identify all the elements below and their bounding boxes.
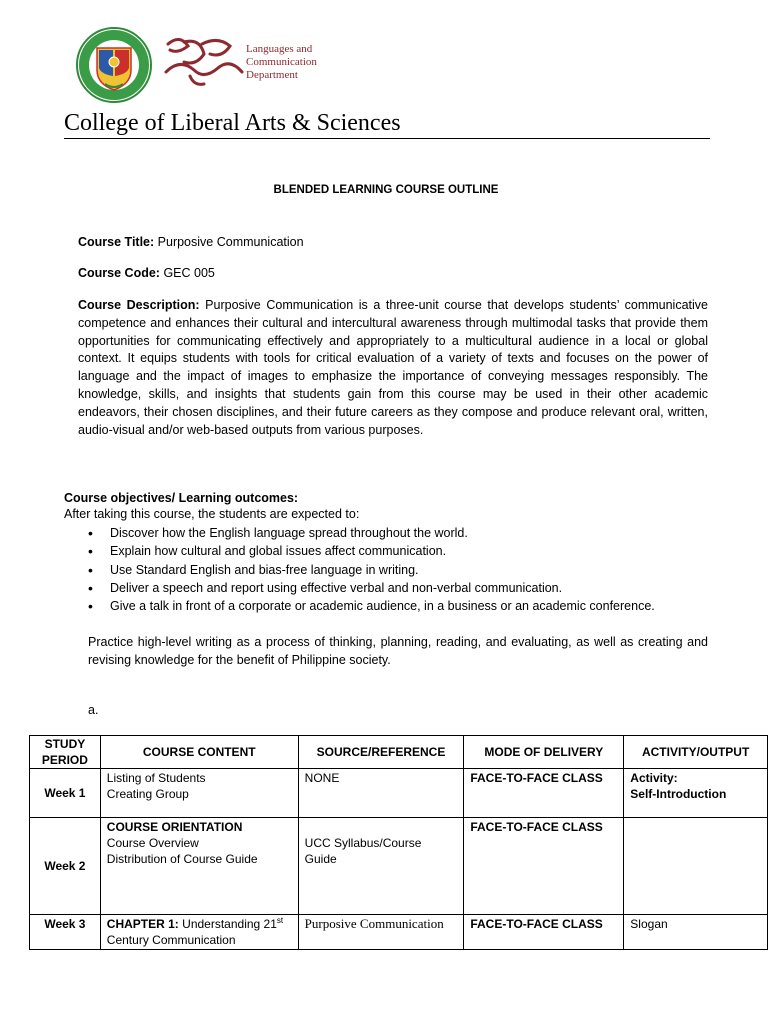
course-title-value: Purposive Communication xyxy=(157,235,304,249)
objective-item: • Explain how cultural and global issues affect communication. xyxy=(85,542,710,560)
mode-cell: FACE-TO-FACE CLASS xyxy=(464,769,624,818)
course-outline-table xyxy=(29,735,768,950)
mode-cell: FACE-TO-FACE CLASS xyxy=(464,915,624,950)
table-header-row xyxy=(30,736,768,769)
course-code-field xyxy=(78,266,215,280)
activity-cell xyxy=(624,818,768,915)
header-activity-output: ACTIVITY/OUTPUT xyxy=(624,736,768,769)
week-cell: Week 1 xyxy=(30,769,101,818)
course-description-text: Purposive Communication is a three-unit course that develops students’ communicative competence and enhances their cultural and intercultural awareness through multimodal tasks that provide them opportunities for communicating effectively and appropriately to a multicultural audience in a local or global context. It equips students with tools for critical evaluation of a variety of texts and focuses on the power of language and the impact of images to emphasize the importance of conveying messages responsibly. The knowledge, skills, and insights that students gain from this course may be used in their other academic endeavors, their chosen disciplines, and their future careers as they compose and produce relevant oral, written, audio-visual and/or web-based outputs from various purposes. xyxy=(78,298,708,437)
objective-item: • Discover how the English language spread throughout the world. xyxy=(85,524,710,542)
table-row xyxy=(30,769,768,818)
activity-cell: Slogan xyxy=(624,915,768,950)
course-title-field xyxy=(78,235,304,249)
department-name-line-3: Department xyxy=(246,69,298,81)
content-line: Creating Group xyxy=(106,787,189,801)
header-divider xyxy=(64,138,710,139)
week-cell: Week 3 xyxy=(30,915,101,950)
header-study-period xyxy=(30,736,101,769)
content-line: Distribution of Course Guide xyxy=(106,852,258,866)
department-name-line-2: Communication xyxy=(246,56,317,68)
week-cell: Week 2 xyxy=(30,818,101,915)
department-logo xyxy=(160,32,246,92)
header-course-content: COURSE CONTENT xyxy=(100,736,298,769)
content-cell xyxy=(100,818,298,915)
content-line xyxy=(107,916,292,932)
ordinal-suffix: st xyxy=(276,916,284,925)
content-cell xyxy=(100,915,298,950)
content-line: Course Overview xyxy=(106,836,199,850)
source-cell: NONE xyxy=(298,769,464,818)
header-study-period-line-2: PERIOD xyxy=(41,753,88,767)
practice-paragraph: Practice high-level writing as a process of thinking, planning, reading, and evaluating, as well as creating and revising knowledge for the benefit of Philippine society. xyxy=(88,635,708,667)
course-code-value: GEC 005 xyxy=(163,266,215,280)
source-cell xyxy=(298,818,464,915)
activity-line: Self-Introduction xyxy=(630,787,727,801)
content-line: COURSE ORIENTATION xyxy=(106,820,243,834)
course-title-label: Course Title: xyxy=(78,235,155,249)
table-row xyxy=(30,818,768,915)
objective-item: • Use Standard English and bias-free language in writing. xyxy=(85,561,710,579)
objective-item: • Deliver a speech and report using effective verbal and non-verbal communication. xyxy=(85,579,710,597)
chapter-title: Understanding 21 xyxy=(182,917,277,931)
header-mode-of-delivery: MODE OF DELIVERY xyxy=(464,736,624,769)
table-row xyxy=(30,915,768,950)
course-description xyxy=(78,297,708,439)
university-seal-logo xyxy=(75,26,153,104)
activity-line: Activity: xyxy=(630,771,678,785)
source-spacer xyxy=(305,819,458,835)
content-cell xyxy=(100,769,298,818)
list-marker: a. xyxy=(88,703,99,717)
outline-title: BLENDED LEARNING COURSE OUTLINE xyxy=(273,184,499,196)
objectives-heading: Course objectives/ Learning outcomes: xyxy=(64,491,299,505)
department-name-line-1: Languages and xyxy=(246,43,313,55)
header-study-period-line-1: STUDY xyxy=(44,737,86,751)
activity-cell xyxy=(624,769,768,818)
chapter-label: CHAPTER 1: xyxy=(106,917,179,931)
mode-cell: FACE-TO-FACE CLASS xyxy=(464,818,624,915)
course-code-label: Course Code: xyxy=(78,266,160,280)
header-source-reference: SOURCE/REFERENCE xyxy=(298,736,464,769)
objective-item: • Give a talk in front of a corporate or academic audience, in a business or an academic conference. xyxy=(85,597,710,615)
content-line: Listing of Students xyxy=(106,771,206,785)
objectives-list xyxy=(85,524,710,615)
source-line: Guide xyxy=(304,852,337,866)
source-cell: Purposive Communication xyxy=(298,915,464,950)
course-description-label: Course Description: xyxy=(78,298,200,312)
objectives-intro: After taking this course, the students are expected to: xyxy=(64,507,360,521)
college-name: College of Liberal Arts & Sciences xyxy=(64,110,401,136)
source-line: UCC Syllabus/Course xyxy=(304,836,422,850)
content-line: Century Communication xyxy=(106,933,236,947)
